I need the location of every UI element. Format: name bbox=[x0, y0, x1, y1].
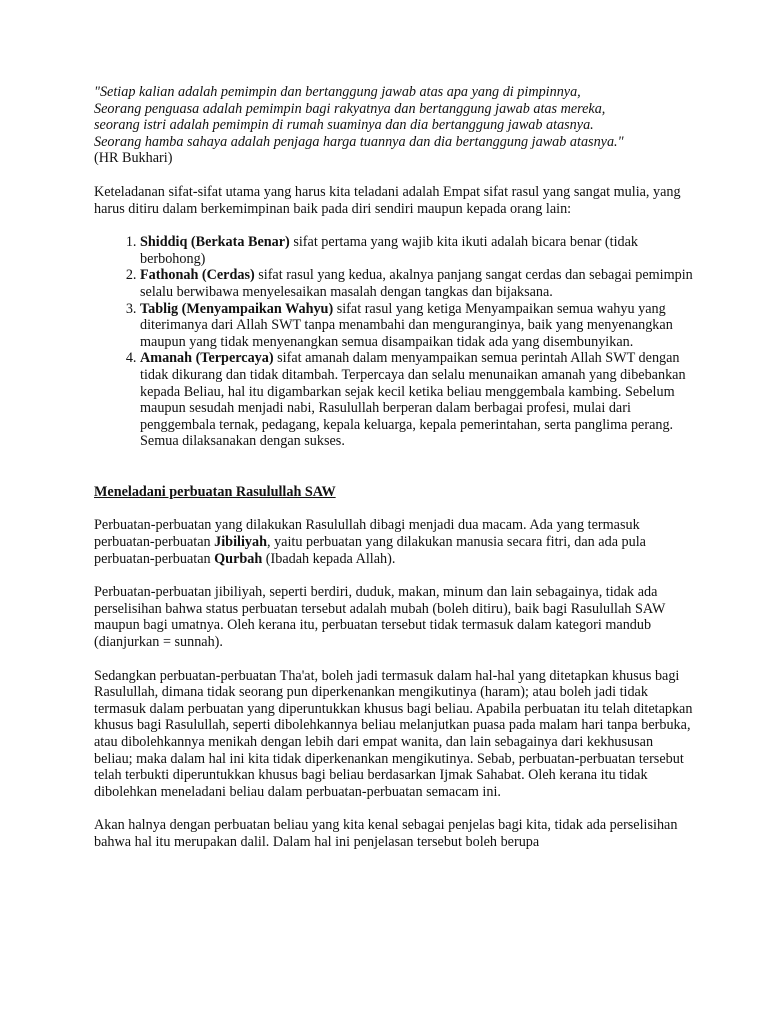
paragraph-jibiliyah-qurbah bbox=[94, 517, 694, 567]
document-body bbox=[94, 84, 694, 868]
paragraph-text: , yaitu perbuatan yang dilakukan manusia secara fitri, dan ada pula perbuatan-perbuatan bbox=[94, 534, 646, 567]
list-item bbox=[140, 234, 694, 267]
paragraph-jibiliyah-status: Perbuatan-perbuatan jibiliyah, seperti berdiri, duduk, makan, minum dan lain sebagainya, tidak ada perselisihan bahwa status perbuatan tersebut adalah mubah (boleh ditiru), baik bagi Rasulullah SAW maupun bagi umatnya. Oleh kerana itu, perbuatan tersebut tidak termasuk dalam kategori mandub (dianjurkan = sunnah). bbox=[94, 584, 666, 651]
list-item-text: sifat rasul yang ketiga Menyampaikan semua wahyu yang diterimanya dari Allah SWT tanpa menambahi dan menguranginya, baik yang menyenangkan maupun yang tidak menyenangkan semua disampaikan tidak ada yang disembunyikan. bbox=[140, 300, 673, 350]
list-item bbox=[140, 267, 694, 300]
quote-line-4: Seorang hamba sahaya adalah penjaga harga tuannya dan dia bertanggung jawab atasnya." bbox=[94, 133, 624, 150]
list-item-term: Amanah (Terpercaya) bbox=[140, 350, 274, 367]
list-item-text: sifat amanah dalam menyampaikan semua perintah Allah SWT dengan tidak dikurang dan tidak ditambah. Terpercaya dan selalu menunaikan amanah yang dibebankan kepada Beliau, hal itu digambarkan sejak kecil ketika beliau menggembala kambing. Sebelum maupun sesudah menjadi nabi, Rasulullah berperan dalam berbagai profesi, mulai dari penggembala ternak, pedagang, kepala keluarga, kepala pemerintahan, serta panglima perang. Semua dilaksanakan dengan sukses. bbox=[140, 350, 686, 450]
paragraph-text: Perbuatan-perbuatan yang dilakukan Rasulullah dibagi menjadi dua macam. Ada yang termasuk perbuatan-perbuatan bbox=[94, 517, 640, 551]
term-jibiliyah: Jibiliyah bbox=[214, 534, 267, 551]
quote-line-3: seorang istri adalah pemimpin di rumah suaminya dan dia bertanggung jawab atasnya. bbox=[94, 117, 594, 134]
paragraph-thaat: Sedangkan perbuatan-perbuatan Tha'at, boleh jadi termasuk dalam hal-hal yang ditetapkan khusus bagi Rasulullah, dimana tidak seorang pun diperkenankan mengikutinya (haram); atau boleh jadi tidak termasuk dalam perbuatan yang diperuntukkan khusus bagi beliau. Apabila perbuatan itu telah ditetapkan khusus bagi Rasulullah, seperti dibolehkannya beliau melanjutkan puasa pada malam hari tanpa berbuka, atau dibolehkannya menikah dengan lebih dari empat wanita, dan lain sebagainya dari kekhususan beliau; maka dalam hal ini kita tidak diperkenankan mengikutinya. Sebab, perbuatan-perbuatan tersebut telah terbukti diperuntukkan khusus bagi beliau berdasarkan Ijmak Sahabat. Oleh kerana itu tidak dibolehkan meneladani beliau dalam perbuatan-perbuatan semacam ini. bbox=[94, 667, 693, 800]
paragraph-text: (Ibadah kepada Allah). bbox=[262, 550, 396, 567]
quote-line-2: Seorang penguasa adalah pemimpin bagi rakyatnya dan bertanggung jawab atas mereka, bbox=[94, 100, 606, 117]
list-item-term: Fathonah (Cerdas) bbox=[140, 267, 255, 284]
sifat-rasul-list bbox=[94, 234, 694, 450]
paragraph-penjelas: Akan halnya dengan perbuatan beliau yang kita kenal sebagai penjelas bagi kita, tidak ada perselisihan bahwa hal itu merupakan dalil. Dalam hal ini penjelasan tersebut boleh berupa bbox=[94, 817, 678, 850]
quote-line-1: "Setiap kalian adalah pemimpin dan bertanggung jawab atas apa yang di pimpinnya, bbox=[94, 84, 581, 100]
list-item-text: sifat rasul yang kedua, akalnya panjang sangat cerdas dan sebagai pemimpin selalu berwibawa menyelesaikan masalah dengan tangkas dan bijaksana. bbox=[140, 267, 693, 300]
list-item-term: Tablig (Menyampaikan Wahyu) bbox=[140, 300, 334, 317]
list-item bbox=[140, 350, 694, 450]
section-heading: Meneladani perbuatan Rasulullah SAW bbox=[94, 483, 336, 500]
hadith-quote bbox=[94, 84, 694, 167]
list-item-term: Shiddiq (Berkata Benar) bbox=[140, 234, 290, 251]
intro-paragraph: Keteladanan sifat-sifat utama yang harus kita teladani adalah Empat sifat rasul yang sangat mulia, yang harus ditiru dalam berkemimpinan baik pada diri sendiri maupun kepada orang lain: bbox=[94, 183, 681, 217]
list-item-text: sifat pertama yang wajib kita ikuti adalah bicara benar (tidak berbohong) bbox=[140, 234, 639, 267]
term-qurbah: Qurbah bbox=[214, 550, 263, 567]
list-item bbox=[140, 301, 694, 351]
quote-source: (HR Bukhari) bbox=[94, 150, 173, 167]
